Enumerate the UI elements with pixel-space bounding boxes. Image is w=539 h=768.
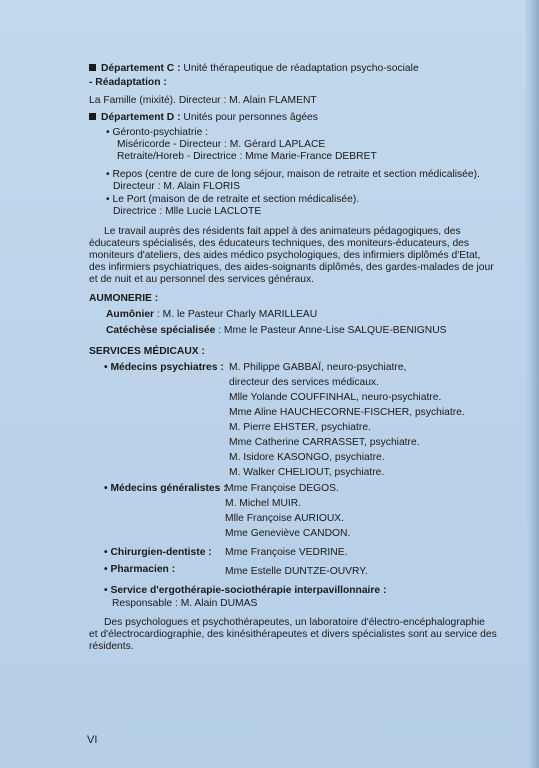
psychiatre-name-6: Mme Catherine CARRASSET, psychiatre. xyxy=(229,437,420,448)
dept-d-text: Unités pour personnes âgées xyxy=(183,112,318,123)
geronto-line-1: Miséricorde - Directeur : M. Gérard LAPLACE xyxy=(117,139,326,150)
repos-line-1: Directeur : M. Alain FLORIS xyxy=(113,181,241,192)
closing-paragraph-line-2: et d'électrocardiographie, des kinésithérapeutes et divers spécialistes sont au service des xyxy=(89,629,497,640)
aumonier-value: : M. le Pasteur Charly MARILLEAU xyxy=(154,309,318,320)
generaliste-name-2: M. Michel MUIR. xyxy=(225,498,302,509)
catechese-row xyxy=(106,325,447,337)
dept-c-heading: Département C : xyxy=(101,63,181,74)
pharmacien-label: • Pharmacien : xyxy=(104,564,176,575)
aumonier-label: Aumônier xyxy=(106,309,155,320)
generalistes-label: • Médecins généralistes : xyxy=(104,483,227,494)
dept-d-heading: Département D : xyxy=(101,112,181,123)
catechese-value: : Mme le Pasteur Anne-Lise SALQUE-BENIGNUS xyxy=(215,325,447,336)
port-line-1: Directrice : Mlle Lucie LACLOTE xyxy=(113,206,262,217)
generaliste-name-4: Mme Geneviève CANDON. xyxy=(225,528,351,539)
generaliste-name-3: Mlle Françoise AURIOUX. xyxy=(225,513,345,524)
dentiste-name: Mme Françoise VEDRINE. xyxy=(225,547,348,558)
aumonerie-heading: AUMONERIE : xyxy=(89,293,159,304)
staff-paragraph-line-3: moniteurs d'ateliers, des aides médico psychologiques, des infirmiers diplômés d'Etat, xyxy=(89,250,481,261)
repos-title: • Repos (centre de cure de long séjour, maison de retraite et section médicalisée). xyxy=(106,169,480,180)
psychiatre-name-8: M. Walker CHELIOUT, psychiatre. xyxy=(229,467,385,478)
ergo-responsable: Responsable : M. Alain DUMAS xyxy=(112,598,258,609)
square-bullet-icon xyxy=(89,113,96,120)
psychiatre-name-5: M. Pierre EHSTER, psychiatre. xyxy=(229,422,371,433)
staff-paragraph-line-2: éducateurs spécialisés, des éducateurs techniques, des moniteurs-éducateurs, des xyxy=(89,238,470,249)
closing-paragraph-line-3: résidents. xyxy=(89,641,134,652)
staff-paragraph-line-4: des infirmiers psychiatriques, des aides-soignants diplômés, des gardes-malades de jour xyxy=(89,262,494,273)
services-heading: SERVICES MÉDICAUX : xyxy=(89,346,205,357)
port-title: • Le Port (maison de de retraite et section médicalisée). xyxy=(106,194,360,205)
geronto-line-2: Retraite/Horeb - Directrice : Mme Marie-France DEBRET xyxy=(117,151,377,162)
generaliste-name-1: Mme Françoise DEGOS. xyxy=(225,483,339,494)
psychiatre-name-1: M. Philippe GABBAÏ, neuro-psychiatre, xyxy=(229,362,407,373)
aumonier-row xyxy=(106,309,317,321)
psychiatre-name-4: Mme Aline HAUCHECORNE-FISCHER, psychiatre. xyxy=(229,407,465,418)
page-edge xyxy=(525,0,539,768)
psychiatres-label: • Médecins psychiatres : xyxy=(104,362,224,373)
dentiste-label: • Chirurgien-dentiste : xyxy=(104,547,212,558)
dept-c-line xyxy=(89,63,419,75)
geronto-title: • Géronto-psychiatrie : xyxy=(106,127,209,138)
pharmacien-name: Mme Estelle DUNTZE-OUVRY. xyxy=(225,566,368,577)
psychiatre-name-3: Mlle Yolande COUFFINHAL, neuro-psychiatre. xyxy=(229,392,442,403)
page-number: VI xyxy=(87,734,98,746)
staff-paragraph-line-1: Le travail auprès des résidents fait appel à des animateurs pédagogiques, des xyxy=(104,226,461,237)
famille-line: La Famille (mixité). Directeur : M. Alain FLAMENT xyxy=(89,95,317,106)
readaptation-heading: - Réadaptation : xyxy=(89,77,167,88)
closing-paragraph-line-1: Des psychologues et psychothérapeutes, un laboratoire d'électro-encéphalographie xyxy=(104,617,485,628)
dept-d-line xyxy=(89,112,318,124)
ergo-label: • Service d'ergothérapie-sociothérapie interpavillonnaire : xyxy=(104,585,387,596)
psychiatre-name-7: M. Isidore KASONGO, psychiatre. xyxy=(229,452,385,463)
psychiatre-name-2: directeur des services médicaux. xyxy=(229,377,379,388)
dept-c-text: Unité thérapeutique de réadaptation psycho-sociale xyxy=(183,63,419,74)
staff-paragraph-line-5: et de nuit et au personnel des services généraux. xyxy=(89,274,314,285)
catechese-label: Catéchèse spécialisée xyxy=(106,325,216,336)
square-bullet-icon xyxy=(89,64,96,71)
